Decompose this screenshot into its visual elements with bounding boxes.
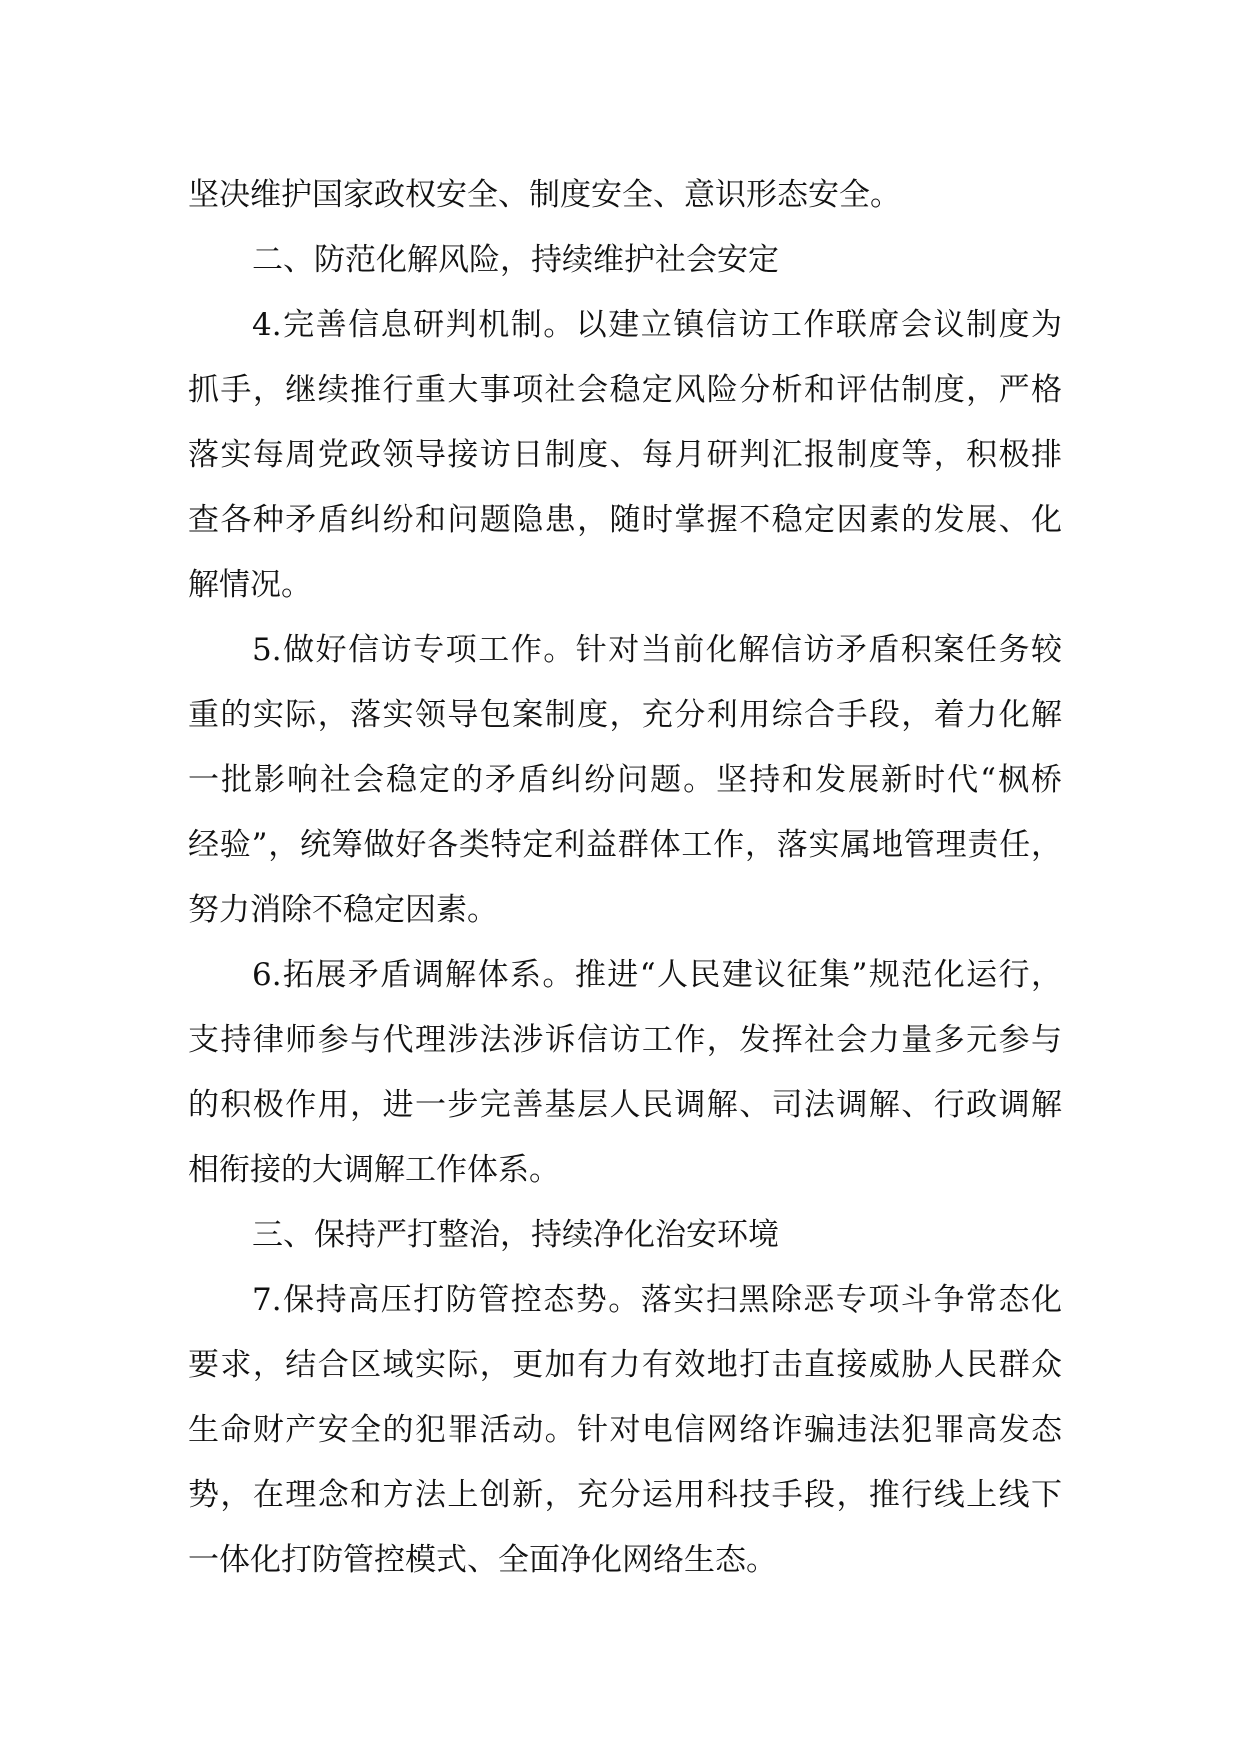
- body-text-line: 经验”，统筹做好各类特定利益群体工作，落实属地管理责任，: [188, 827, 1062, 863]
- paragraph-first-line: 6.拓展矛盾调解体系。推进“人民建议征集”规范化运行，: [252, 957, 1062, 993]
- body-text-line: 要求，结合区域实际，更加有力有效地打击直接威胁人民群众: [188, 1347, 1062, 1383]
- body-text-line: 的积极作用，进一步完善基层人民调解、司法调解、行政调解: [188, 1087, 1062, 1123]
- document-body: [188, 163, 1062, 1593]
- body-text-line: 解情况。: [188, 567, 312, 603]
- section-heading: 三、保持严打整治，持续净化治安环境: [252, 1217, 779, 1253]
- body-text-line: 努力消除不稳定因素。: [188, 892, 498, 928]
- body-text-line: 抓手，继续推行重大事项社会稳定风险分析和评估制度，严格: [188, 372, 1062, 408]
- body-text-line: 重的实际，落实领导包案制度，充分利用综合手段，着力化解: [188, 697, 1062, 733]
- body-text-line: 坚决维护国家政权安全、制度安全、意识形态安全。: [188, 177, 901, 213]
- body-text-line: 落实每周党政领导接访日制度、每月研判汇报制度等，积极排: [188, 437, 1062, 473]
- body-text-line: 查各种矛盾纠纷和问题隐患，随时掌握不稳定因素的发展、化: [188, 502, 1062, 538]
- body-text-line: 生命财产安全的犯罪活动。针对电信网络诈骗违法犯罪高发态: [188, 1412, 1062, 1448]
- body-text-line: 一批影响社会稳定的矛盾纠纷问题。坚持和发展新时代“枫桥: [188, 762, 1062, 798]
- body-text-line: 相衔接的大调解工作体系。: [188, 1152, 560, 1188]
- body-text-line: 一体化打防管控模式、全面净化网络生态。: [188, 1542, 777, 1578]
- paragraph-first-line: 5.做好信访专项工作。针对当前化解信访矛盾积案任务较: [252, 632, 1062, 668]
- body-text-line: 支持律师参与代理涉法涉诉信访工作，发挥社会力量多元参与: [188, 1022, 1062, 1058]
- paragraph-first-line: 7.保持高压打防管控态势。落实扫黑除恶专项斗争常态化: [252, 1282, 1062, 1318]
- body-text-line: 势，在理念和方法上创新，充分运用科技手段，推行线上线下: [188, 1477, 1062, 1513]
- paragraph-first-line: 4.完善信息研判机制。以建立镇信访工作联席会议制度为: [252, 307, 1062, 343]
- section-heading: 二、防范化解风险，持续维护社会安定: [252, 242, 779, 278]
